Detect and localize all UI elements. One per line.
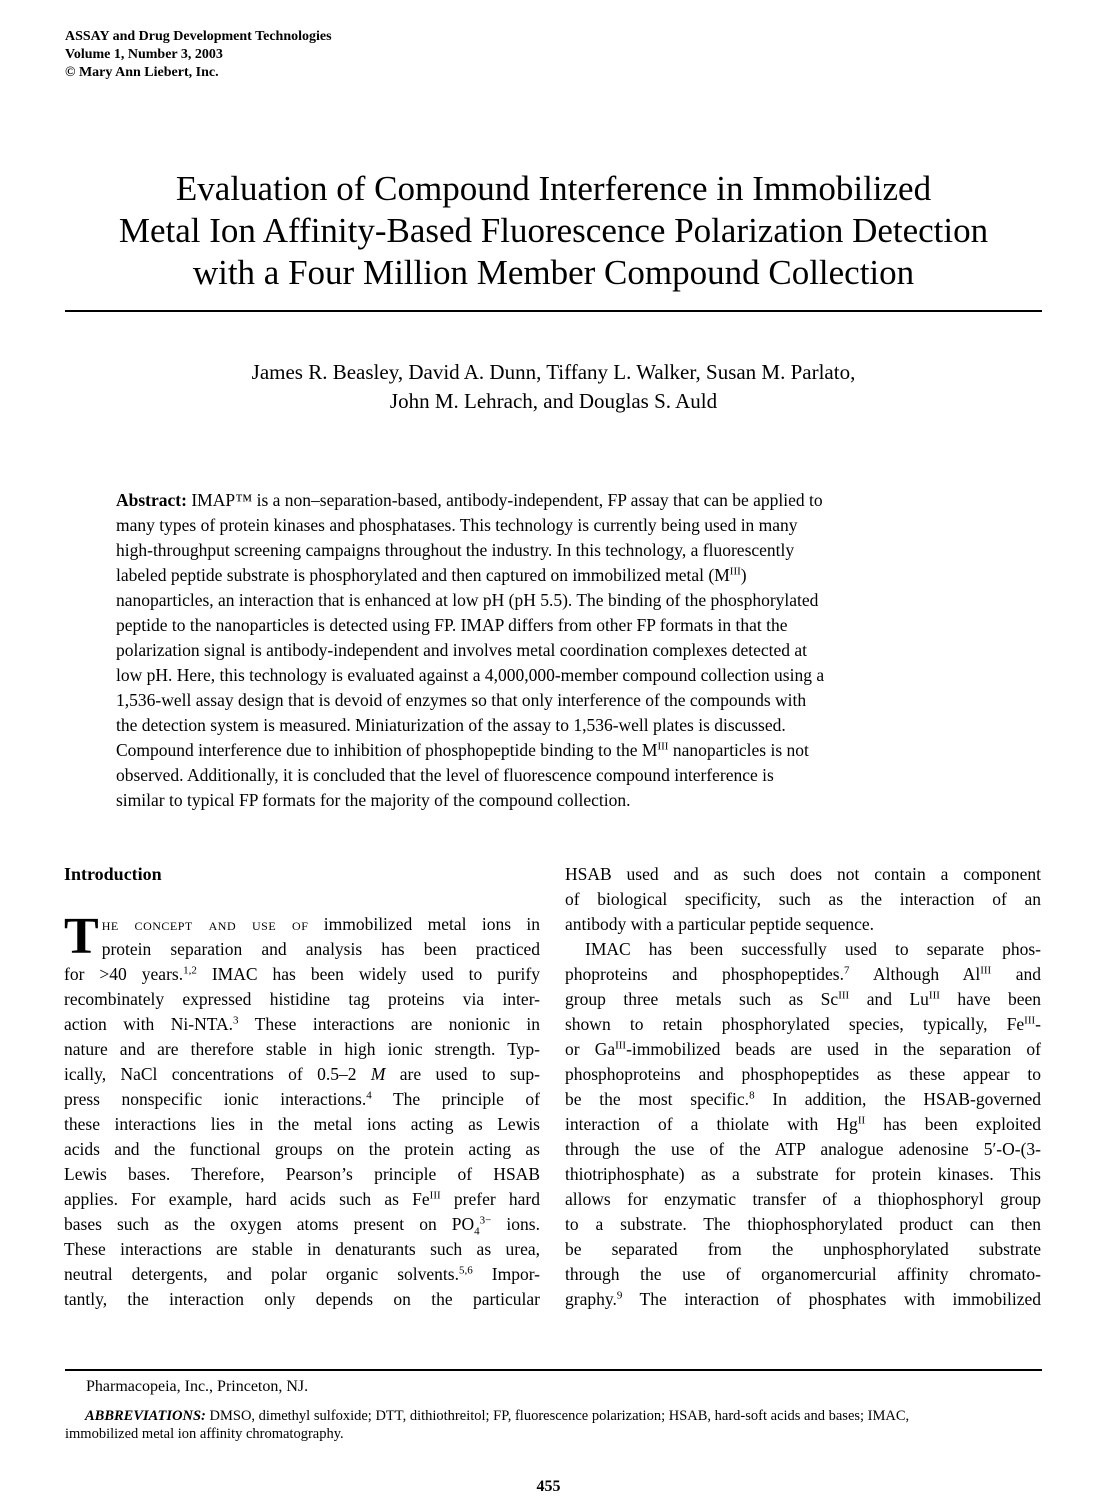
footnote-divider bbox=[65, 1369, 1042, 1371]
title-line: Evaluation of Compound Interference in Immobilized bbox=[175, 169, 932, 208]
page-number: 455 bbox=[536, 1478, 561, 1495]
article-title bbox=[40, 168, 1067, 294]
abbreviations-footnote: ABBREVIATIONS: DMSO, dimethyl sulfoxide; DTT, dithiothreitol; FP, fluorescence polarization; HSAB, hard-soft acids and bases; IMAC, immobilized metal ion affinity chromatography. bbox=[65, 1408, 910, 1442]
body-column-right: HSAB used and as such does not contain a component of biological specificity, such as the interaction of an antibody with a particular peptide sequence. IMAC has been successfully used to separate phos- phoproteins and phosphopeptides.$^7$ Although $Al^{III}$ and group three metals such as $Sc^{III}$ and $Lu^{III}$ have been shown to retain phosphorylated species, typically, $Fe^{III}-$ or $Ga^{III}$-immobilized beads are used in the separation of phosphoproteins and phosphopeptides as these appear to be the most specific.$^8$ In addition, the HSAB-governed interaction of a thiolate with $Hg^{II}$ has been exploited through the use of the ATP analogue adenosine 5′-O-(3- thiotriphosphate) as a substrate for protein kinases. This allows for enzymatic transfer of a thiophosphoryl group to a substrate. The thiophosphorylated product can then be separated from the unphosphorylated substrate through the use of organomercurial affinity chromato- graphy.$^9$ The interaction of phosphates with immobilized bbox=[565, 864, 1042, 1309]
affiliation: Pharmacopeia, Inc., Princeton, NJ. bbox=[86, 1378, 309, 1395]
title-divider bbox=[65, 310, 1042, 312]
authors-line: James R. Beasley, David A. Dunn, Tiffany L. Walker, Susan M. Parlato, bbox=[251, 360, 856, 384]
abstract-label: Abstract: bbox=[116, 490, 187, 510]
journal-header bbox=[65, 28, 332, 82]
section-heading: Introduction bbox=[64, 864, 162, 884]
journal-volume: Volume 1, Number 3, 2003 bbox=[65, 47, 223, 62]
abstract: Abstract: IMAP™ is a non–separation-based, antibody-independent, FP assay that can be applied to many types of protein kinases and phosphatases. This technology is currently being used in many high-throughput screening campaigns throughout the industry. In this technology, a fluorescently labeled peptide substrate is phosphorylated and then captured on immobilized metal $(M^{III})$ nanoparticles, an interaction that is enhanced at low pH (pH 5.5). The binding of the phosphorylated peptide to the nanoparticles is detected using FP. IMAP differs from other FP formats in that the polarization signal is antibody-independent and involves metal coordination complexes detected at low pH. Here, this technology is evaluated against a 4,000,000-member compound collection using a 1,536-well assay design that is devoid of enzymes so that only interference of the compounds with the detection system is measured. Miniaturization of the assay to 1,536-well plates is discussed. Compound interference due to inhibition of phosphopeptide binding to the $M^{III}$ nanoparticles is not observed. Additionally, it is concluded that the level of fluorescence compound interference is similar to typical FP formats for the majority of the compound collection. bbox=[116, 490, 825, 810]
drop-cap: T bbox=[64, 908, 99, 965]
journal-name: ASSAY and Drug Development Technologies bbox=[65, 29, 332, 44]
journal-copyright: © Mary Ann Liebert, Inc. bbox=[65, 65, 219, 80]
authors-line: John M. Lehrach, and Douglas S. Auld bbox=[389, 389, 718, 413]
title-line: with a Four Million Member Compound Collection bbox=[192, 253, 915, 292]
body-column-left: Introduction T he concept and use of immobilized metal ions in protein separation and analysis has been practiced for >40 years.$^{1,2}$ IMAC has been widely used to purify recombinately expressed histidine tag proteins via inter- action with Ni-NTA.$^3$ These interactions are nonionic in nature and are therefore stable in high ionic strength. Typ- ically, NaCl concentrations of 0.5–2 M are used to sup- press nonspecific ionic interactions.$^4$ The principle of these interactions lies in the metal ions acting as Lewis acids and the functional groups on the protein acting as Lewis bases. Therefore, Pearson’s principle of HSAB applies. For example, hard acids such as $Fe^{III}$ prefer hard bases such as the oxygen atoms present on $PO_4^{3-}$ ions. These interactions are stable in denaturants such as urea, neutral detergents, and polar organic solvents.$^{5,6}$ Impor- tantly, the interaction only depends on the particular bbox=[64, 864, 541, 1309]
abbreviations-label: ABBREVIATIONS: bbox=[85, 1408, 206, 1424]
title-line: Metal Ion Affinity-Based Fluorescence Polarization Detection bbox=[118, 211, 989, 250]
author-list bbox=[65, 358, 1042, 416]
